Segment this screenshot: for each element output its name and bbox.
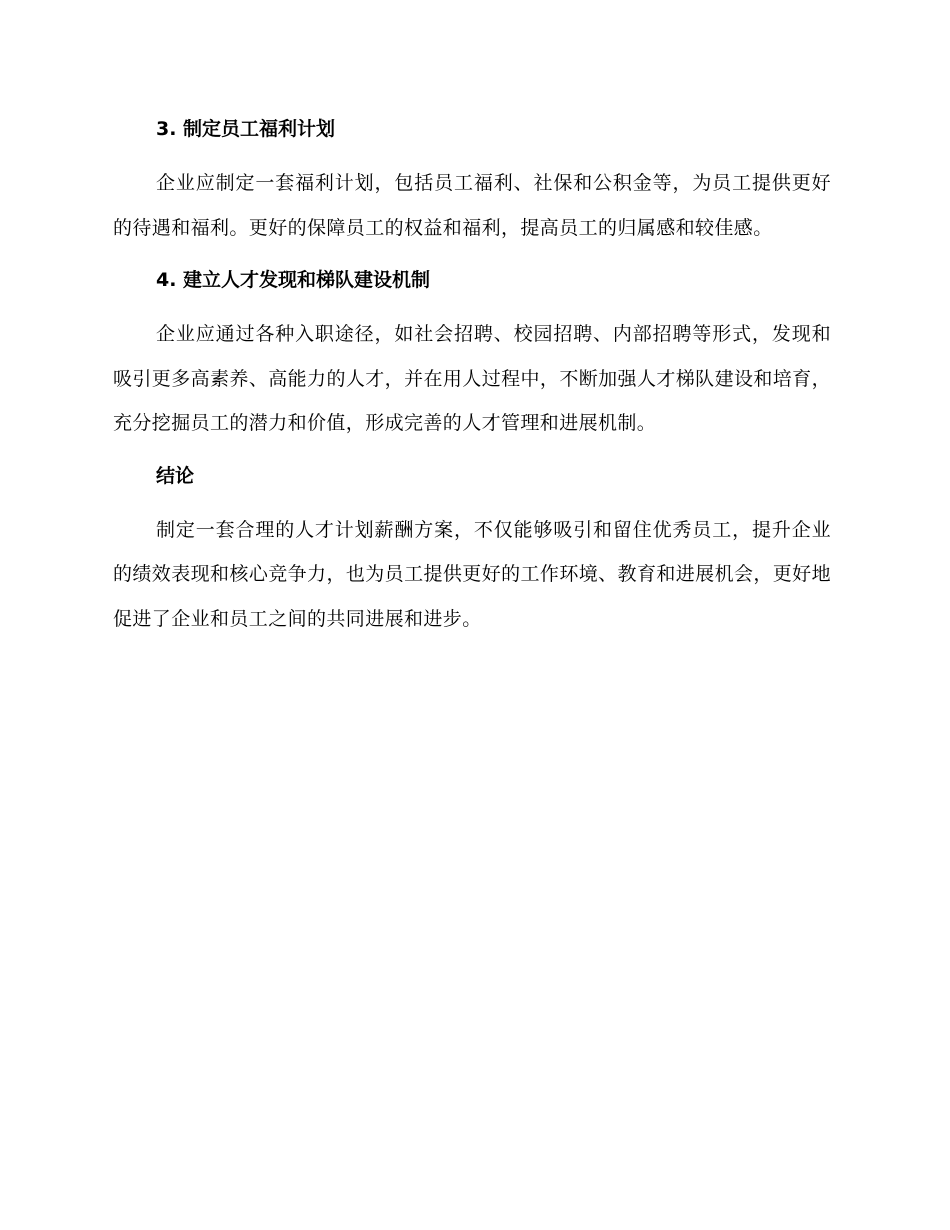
section-paragraph-welfare-plan: 企业应制定一套福利计划，包括员工福利、社保和公积金等，为员工提供更好的待遇和福利。更好的保障员工的权益和福利，提高员工的归属感和较佳感。 <box>113 172 831 239</box>
section-heading-talent-mechanism: 4. 建立人才发现和梯队建设机制 <box>156 269 431 291</box>
section-heading-conclusion: 结论 <box>156 464 195 487</box>
spacer <box>113 446 831 456</box>
spacer <box>113 250 831 260</box>
section-paragraph-conclusion: 制定一套合理的人才计划薪酬方案，不仅能够吸引和留住优秀员工，提升企业的绩效表现和核心竞争力，也为员工提供更好的工作环境、教育和进展机会，更好地促进了企业和员工之间的共同进展和进步。 <box>113 518 831 630</box>
section-heading-welfare-plan: 3. 制定员工福利计划 <box>156 118 336 140</box>
spacer <box>113 149 831 161</box>
section-paragraph-talent-mechanism: 企业应通过各种入职途径，如社会招聘、校园招聘、内部招聘等形式，发现和吸引更多高素养、高能力的人才，并在用人过程中，不断加强人才梯队建设和培育，充分挖掘员工的潜力和价值，形成完善的人才管理和进展机制。 <box>113 323 831 434</box>
spacer <box>113 300 831 312</box>
spacer <box>113 496 831 508</box>
document-body <box>113 109 831 641</box>
